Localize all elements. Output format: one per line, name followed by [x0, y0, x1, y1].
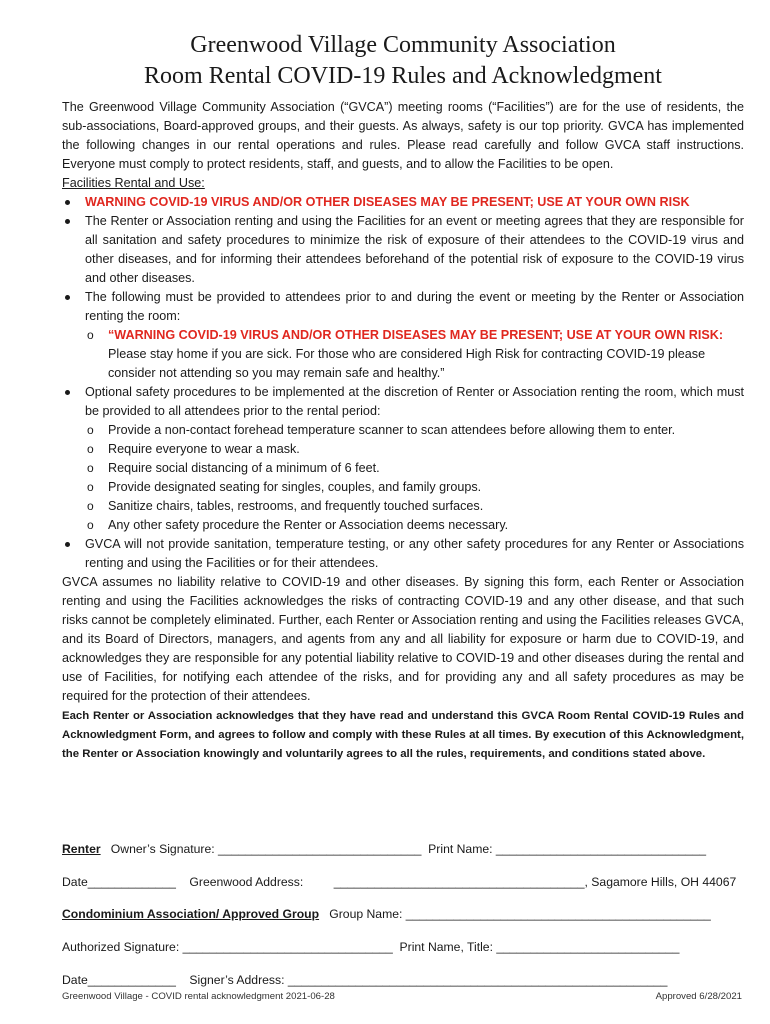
bullet-no-provision: GVCA will not provide sanitation, temperature testing, or any other safety procedures for any Renter or Associations renting and using the Facilities or for their attendees.: [62, 535, 744, 573]
rules-list: [62, 193, 744, 573]
footer-left: Greenwood Village - COVID rental acknowledgment 2021-06-28: [62, 991, 335, 1002]
provided-warning-item: [85, 326, 744, 383]
bullet-warning: [62, 193, 744, 212]
footer-approval: Approved 6/28/2021: [655, 991, 742, 1002]
section-heading: Facilities Rental and Use:: [62, 176, 205, 190]
optional-item: o Sanitize chairs, tables, restrooms, and frequently touched surfaces.: [85, 497, 744, 516]
condo-group-row: [62, 907, 744, 921]
group-name-field[interactable]: Group Name: _____________________________________________: [329, 907, 711, 921]
document-body: [62, 30, 744, 764]
bullet-optional-procedures: [62, 383, 744, 535]
provided-sublist: [85, 326, 744, 383]
print-name-field[interactable]: Print Name: _______________________________: [428, 842, 707, 856]
optional-item: o Provide designated seating for singles, couples, and family groups.: [85, 478, 744, 497]
greenwood-address-field[interactable]: _____________________________________, Sagamore Hills, OH 44067: [333, 875, 737, 889]
provided-warning-red: “WARNING COVID-19 VIRUS AND/OR OTHER DISEASES MAY BE PRESENT; USE AT YOUR OWN RISK:: [108, 328, 724, 342]
bullet-renter-responsibility: The Renter or Association renting and using the Facilities for an event or meeting agrees that they are responsible for all sanitation and safety procedures to minimize the risk of exposure of their attendees to the COVID-19 virus and other diseases, and for informing their attendees beforehand of the potential risk of exposure to the COVID-19 virus and other diseases.: [62, 212, 744, 288]
greenwood-address-label: Greenwood Address:: [189, 875, 304, 889]
optional-item: o Provide a non-contact forehead temperature scanner to scan attendees before allowing them to enter.: [85, 421, 744, 440]
authorized-signature-row: [62, 940, 744, 954]
provided-intro: The following must be provided to attendees prior to and during the event or meeting by the Renter or Association renting the room:: [85, 290, 744, 323]
date-field-2[interactable]: Date_____________: [62, 973, 176, 987]
renter-signature-row: [62, 842, 744, 856]
owner-signature-field[interactable]: Owner’s Signature: ______________________________: [110, 842, 422, 856]
acknowledgment-paragraph: Each Renter or Association acknowledges that they have read and understand this GVCA Room Rental COVID-19 Rules and Acknowledgment Form, and agrees to follow and comply with these Rules at all times. By execution of this Acknowledgment, the Renter or Association knowingly and voluntarily agrees to all the rules, requirements, and conditions stated above.: [62, 710, 744, 760]
bullet-provided-to-attendees: [62, 288, 744, 383]
date-field[interactable]: Date_____________: [62, 875, 176, 889]
warning-text: WARNING COVID-19 VIRUS AND/OR OTHER DISEASES MAY BE PRESENT; USE AT YOUR OWN RISK: [85, 195, 690, 209]
print-name-title-field[interactable]: Print Name, Title: ___________________________: [399, 940, 680, 954]
renter-label: Renter: [62, 842, 101, 856]
title-line-2: Room Rental COVID-19 Rules and Acknowledgment: [144, 63, 662, 89]
signer-address-row: [62, 973, 744, 987]
optional-intro: Optional safety procedures to be implemented at the discretion of Renter or Association renting the room, which must be provided to all attendees prior to the rental period:: [85, 385, 744, 418]
document-title: [62, 30, 744, 92]
authorized-signature-field[interactable]: Authorized Signature: _______________________________: [62, 940, 393, 954]
optional-item: o Any other safety procedure the Renter or Association deems necessary.: [85, 516, 744, 535]
intro-paragraph: The Greenwood Village Community Association (“GVCA”) meeting rooms (“Facilities”) are for the use of residents, the sub-associations, Board-approved groups, and their guests. As always, safety is our top priority. GVCA has implemented the following changes in our rental operations and rules. Please read carefully and follow GVCA staff instructions. Everyone must comply to protect residents, staff, and guests, and to allow the Facilities to be open.: [62, 100, 744, 171]
optional-item: o Require social distancing of a minimum of 6 feet.: [85, 459, 744, 478]
renter-address-row: [62, 875, 744, 889]
optional-item: o Require everyone to wear a mask.: [85, 440, 744, 459]
page-footer: [62, 991, 742, 1002]
title-line-1: Greenwood Village Community Association: [190, 32, 616, 58]
optional-sublist: [85, 421, 744, 535]
provided-warning-rest: Please stay home if you are sick. For those who are considered High Risk for contracting COVID-19 please consider not attending so you may remain safe and healthy.”: [108, 347, 706, 380]
liability-paragraph: GVCA assumes no liability relative to COVID-19 and other diseases. By signing this form, each Renter or Association renting and using the Facilities acknowledges the risks of contracting COVID-19 and any other disease, and that such risks cannot be completely eliminated. Further, each Renter or Association renting and using the Facilities releases GVCA, and its Board of Directors, managers, and agents from any and all liability for exposure or harm due to COVID-19, and acknowledges they are responsible for any potential liability relative to COVID-19 and other diseases during the rental and use of Facilities, for notifying each attendee of the risks, and for providing any and all safety procedures as may be required for the protection of their attendees.: [62, 575, 744, 703]
condo-association-label: Condominium Association/ Approved Group: [62, 907, 320, 921]
signer-address-field[interactable]: Signer’s Address: ________________________________________________________: [189, 973, 668, 987]
